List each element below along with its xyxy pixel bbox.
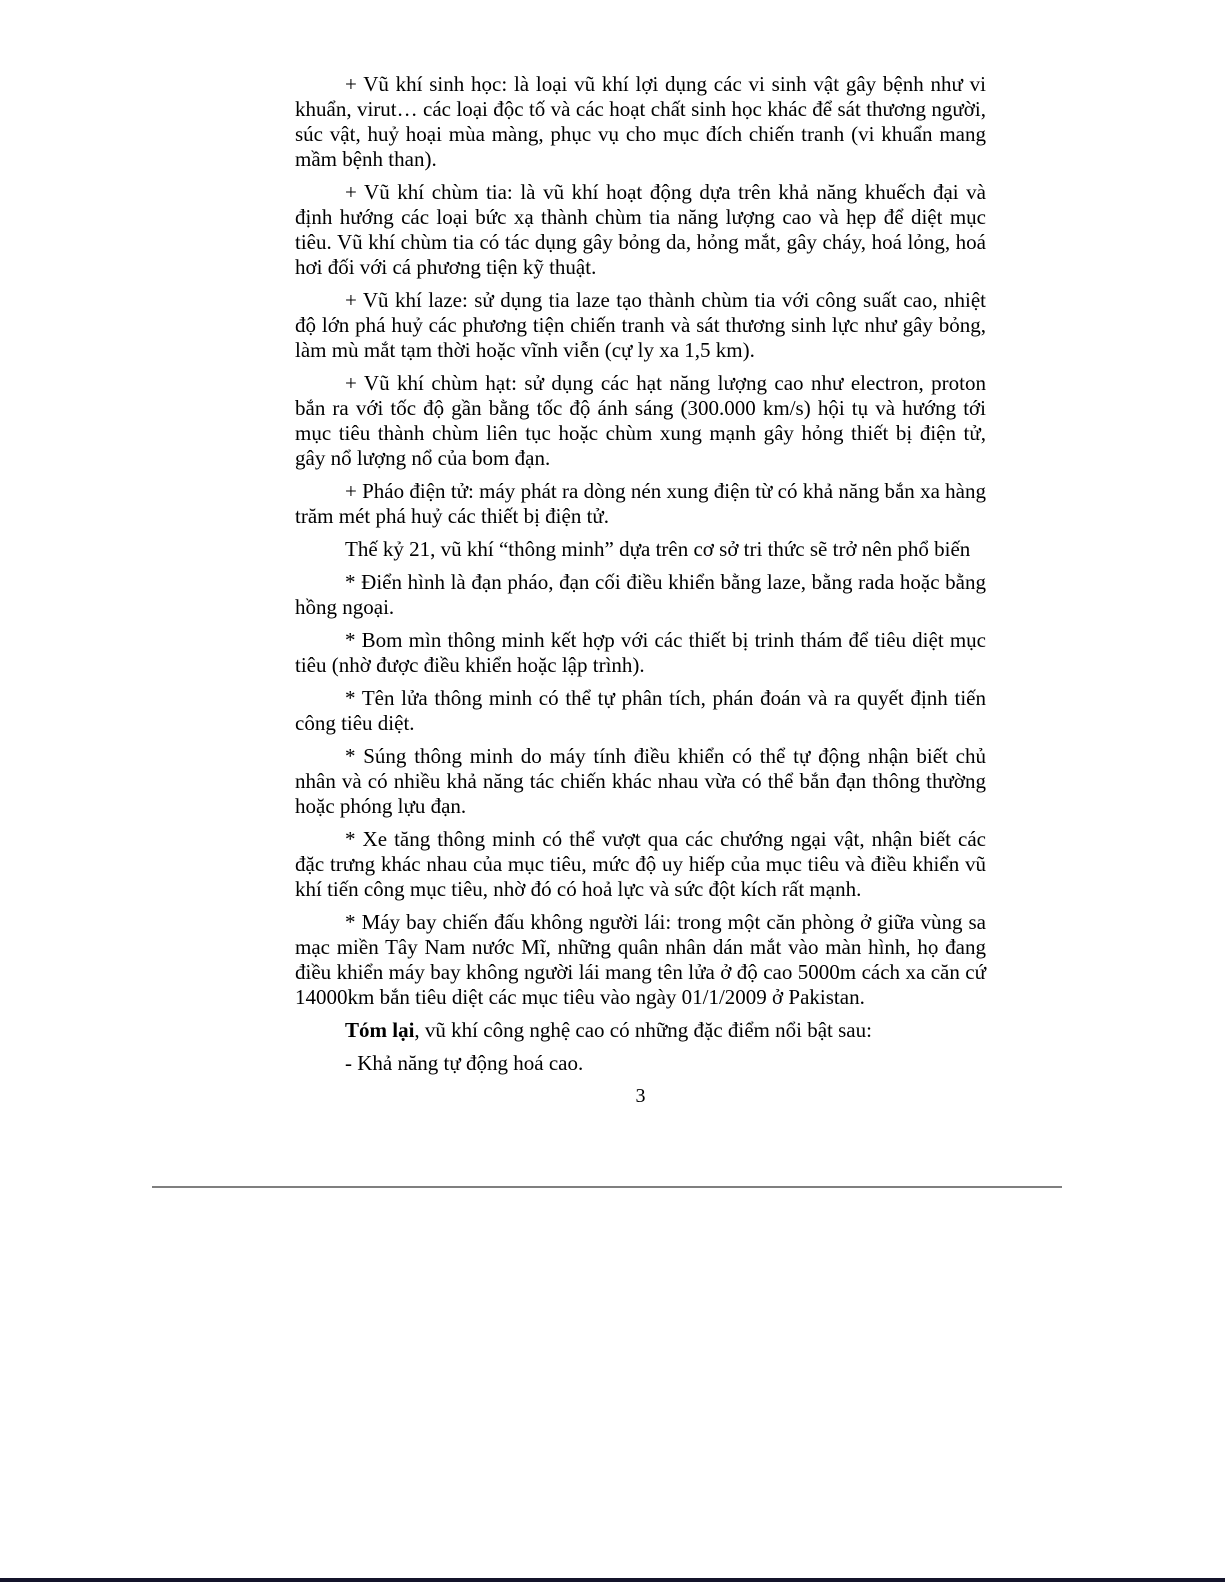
paragraph: [295, 1051, 986, 1076]
paragraph: [295, 537, 986, 562]
paragraph-run-bold: Tóm lại: [345, 1018, 415, 1042]
paragraph-run: * Máy bay chiến đấu không người lái: trong một căn phòng ở giữa vùng sa mạc miền Tây Nam nước Mĩ, những quân nhân dán mắt vào màn hình, họ đang điều khiển máy bay không người lái mang tên lửa ở độ cao 5000m cách xa căn cứ 14000km bắn tiêu diệt các mục tiêu vào ngày 01/1/2009 ở Pakistan.: [295, 910, 986, 1009]
paragraph: [295, 628, 986, 678]
paragraph-run: - Khả năng tự động hoá cao.: [345, 1051, 584, 1075]
paragraph-run: Thế kỷ 21, vũ khí “thông minh” dựa trên cơ sở tri thức sẽ trở nên phổ biến: [345, 537, 971, 561]
paragraph-run: + Vũ khí sinh học: là loại vũ khí lợi dụng các vi sinh vật gây bệnh như vi khuẩn, virut… các loại độc tố và các hoạt chất sinh học khác để sát thương người, súc vật, huỷ hoại mùa màng, phục vụ cho mục đích chiến tranh (vi khuẩn mang mầm bệnh than).: [295, 72, 986, 171]
paragraph-run: * Điển hình là đạn pháo, đạn cối điều khiển bằng laze, bằng rada hoặc bằng hồng ngoại.: [295, 570, 986, 619]
paragraph-run: * Bom mìn thông minh kết hợp với các thiết bị trinh thám để tiêu diệt mục tiêu (nhờ được điều khiển hoặc lập trình).: [295, 628, 986, 677]
paragraph: [295, 180, 986, 280]
document-text-block: [295, 72, 986, 1117]
paragraph-run: * Tên lửa thông minh có thể tự phân tích, phán đoán và ra quyết định tiến công tiêu diệt.: [295, 686, 986, 735]
paragraph: [295, 1018, 986, 1043]
paragraph: [295, 910, 986, 1010]
paragraph-run: * Súng thông minh do máy tính điều khiển có thể tự động nhận biết chủ nhân và có nhiều khả năng tác chiến khác nhau vừa có thể bắn đạn thông thường hoặc phóng lựu đạn.: [295, 744, 986, 818]
page-number: 3: [635, 1085, 646, 1107]
footer-separator-line: [152, 1186, 1062, 1188]
paragraph-run: + Vũ khí chùm hạt: sử dụng các hạt năng lượng cao như electron, proton bắn ra với tốc độ gần bằng tốc độ ánh sáng (300.000 km/s) hội tụ và hướng tới mục tiêu thành chùm liên tục hoặc chùm xung mạnh gây hỏng thiết bị điện tử, gây nổ lượng nổ của bom đạn.: [295, 371, 986, 470]
paragraph: [295, 479, 986, 529]
paragraph-run: + Vũ khí chùm tia: là vũ khí hoạt động dựa trên khả năng khuếch đại và định hướng các loại bức xạ thành chùm tia năng lượng cao và hẹp để diệt mục tiêu. Vũ khí chùm tia có tác dụng gây bỏng da, hỏng mắt, gây cháy, hoá lỏng, hoá hơi đối với cá phương tiện kỹ thuật.: [295, 180, 986, 279]
paragraph-run: + Pháo điện tử: máy phát ra dòng nén xung điện từ có khả năng bắn xa hàng trăm mét phá huỷ các thiết bị điện tử.: [295, 479, 986, 528]
paragraph-run: + Vũ khí laze: sử dụng tia laze tạo thành chùm tia với công suất cao, nhiệt độ lớn phá huỷ các phương tiện chiến tranh và sát thương sinh lực như gây bỏng, làm mù mắt tạm thời hoặc vĩnh viễn (cự ly xa 1,5 km).: [295, 288, 986, 362]
paragraph-run: , vũ khí công nghệ cao có những đặc điểm nổi bật sau:: [414, 1018, 872, 1042]
bottom-window-edge: [0, 1578, 1225, 1582]
paragraph: [295, 72, 986, 172]
paragraph: [295, 827, 986, 902]
paragraph-run: * Xe tăng thông minh có thể vượt qua các chướng ngại vật, nhận biết các đặc trưng khác nhau của mục tiêu, mức độ uy hiếp của mục tiêu và điều khiển vũ khí tiến công mục tiêu, nhờ đó có hoả lực và sức đột kích rất mạnh.: [295, 827, 986, 901]
paragraph: [295, 371, 986, 471]
paragraph: [295, 570, 986, 620]
paragraph: [295, 288, 986, 363]
paragraph: [295, 744, 986, 819]
paragraphs: [295, 72, 986, 1076]
paragraph: [295, 686, 986, 736]
